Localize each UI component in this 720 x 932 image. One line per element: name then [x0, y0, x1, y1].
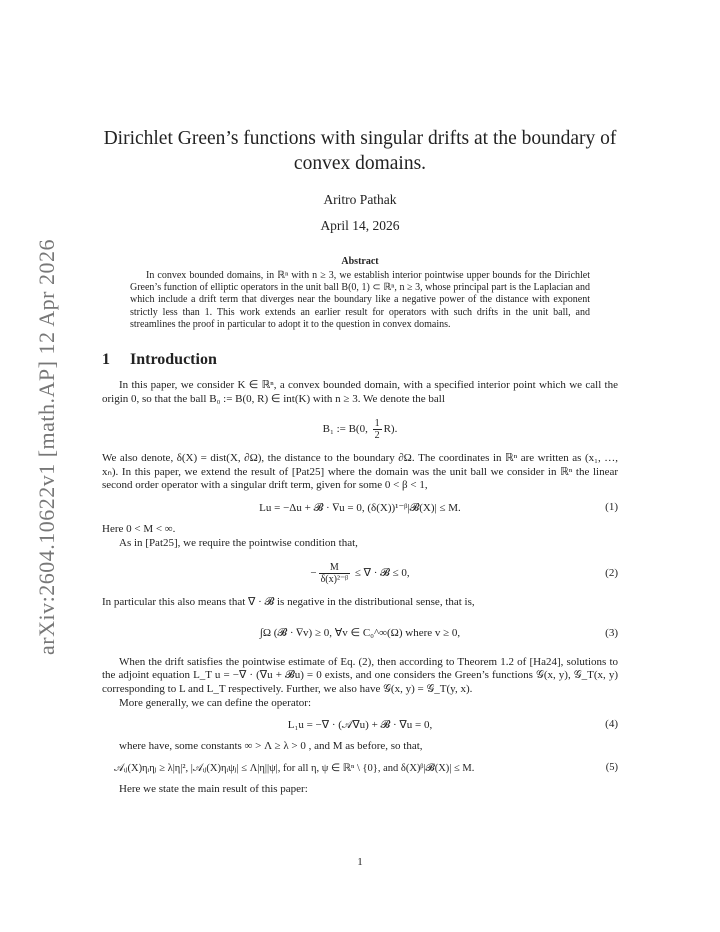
eq-b1-fraction: [373, 418, 382, 441]
equation-2-post: ≤ ∇ · 𝓑 ≤ 0,: [352, 567, 410, 580]
equation-2-pre: −: [310, 567, 317, 580]
eq-b1-numerator: 1: [374, 418, 380, 430]
intro-paragraph-4: As in [Pat25], we require the pointwise condition that,: [119, 536, 358, 549]
paper-title: Dirichlet Green’s functions with singular drifts at the boundary of convex domains.: [103, 128, 617, 174]
section-title: Introduction: [130, 351, 217, 369]
intro-paragraph-8: where have, some constants ∞ > Λ ≥ λ > 0 , and M as before, so that,: [119, 740, 423, 753]
page-number: 1: [357, 856, 363, 868]
equation-3-number: (3): [605, 626, 618, 639]
equation-4: [102, 718, 618, 732]
eq-b1-lhs: B₁ := B(0,: [322, 423, 371, 436]
intro-paragraph-2: We also denote, δ(X) = dist(X, ∂Ω), the distance to the boundary ∂Ω. The coordinates in ℝⁿ are written as (x₁, …, xₙ). In this paper, we extend the result of [Pat25] where the domain was the unit ball we consider in ℝⁿ the linear second order operator with a singular drift term, given for some 0 < β < 1,: [102, 452, 618, 492]
intro-paragraph-7: More generally, we can define the operator:: [119, 696, 312, 709]
section-number: 1: [102, 351, 110, 369]
eq-b1-rhs: R).: [383, 423, 398, 436]
equation-2-numerator: M: [319, 562, 350, 574]
intro-paragraph-5: In particular this also means that ∇ · 𝓑 is negative in the distributional sense, that is,: [102, 596, 475, 609]
equation-4-body: L₁u = −∇ · (𝒜∇u) + 𝓑 · ∇u = 0,: [287, 719, 433, 732]
equation-b1: [102, 414, 618, 444]
equation-1: [102, 501, 618, 515]
equation-4-number: (4): [605, 718, 618, 731]
equation-5-number: (5): [605, 761, 618, 773]
paper-content: [102, 126, 618, 796]
equation-2: [102, 558, 618, 588]
abstract-text: In convex bounded domains, in ℝⁿ with n ≥ 3, we establish interior pointwise upper bounds for the Dirichlet Green’s function of elliptic operators in the unit ball B(0, 1) ⊂ ℝⁿ, n ≥ 3, whose principal part is the Laplacian and which include a drift term that diverges near the boundary like a negative power of the distance with exponent strictly less than 1. This work extends an earlier result for operators with such drifts in the unit ball, and streamlines the proof in particular to adopt it to the question in convex domains.: [130, 270, 590, 330]
intro-paragraph-3: Here 0 < M < ∞.: [102, 522, 176, 535]
abstract-heading: Abstract: [341, 256, 379, 267]
equation-2-number: (2): [605, 567, 618, 580]
equation-5-body: 𝒜ᵢⱼ(X)ηᵢηⱼ ≥ λ|η|², |𝒜ᵢⱼ(X)ηᵢψⱼ| ≤ Λ|η||ψ|, for all η, ψ ∈ ℝⁿ \ {0}, and δ(X)ᵝ|𝓑(X)| ≤ M.: [114, 762, 475, 774]
equation-3: [102, 618, 618, 648]
equation-5: [102, 762, 618, 775]
equation-1-body: Lu = −Δu + 𝓑 · ∇u = 0, (δ(X))¹⁻ᵝ|𝓑(X)| ≤ M.: [259, 501, 461, 514]
paper-date: April 14, 2026: [320, 218, 400, 233]
intro-paragraph-9: Here we state the main result of this paper:: [119, 782, 308, 795]
equation-2-denominator: δ(x)²⁻ᵝ: [320, 574, 349, 586]
eq-b1-denominator: 2: [374, 430, 380, 442]
intro-paragraph-1: In this paper, we consider K ∈ ℝⁿ, a convex bounded domain, with a specified interior point which we call the origin 0, so that the ball B₀ := B(0, R) ∈ int(K) with n ≥ 3. We denote the ball: [102, 379, 618, 405]
equation-3-body: ∫Ω (𝓑 · ∇v) ≥ 0, ∀v ∈ C₀^∞(Ω) where v ≥ 0,: [259, 626, 461, 639]
arxiv-identifier-text[interactable]: arXiv:2604.10622v1 [math.AP] 12 Apr 2026: [34, 239, 59, 655]
author-name: Aritro Pathak: [323, 192, 397, 207]
section-heading: [102, 351, 618, 369]
equation-1-number: (1): [605, 500, 618, 513]
intro-paragraph-6: When the drift satisfies the pointwise estimate of Eq. (2), then according to Theorem 1.2 of [Ha24], solutions to the adjoint equation L_T u = −∇ · (∇u + 𝓑u) = 0 exists, and one considers the Green’s functions 𝒢(x, y), 𝒢_T(x, y) corresponding to L and L_T respectively. Further, we also have 𝒢(x, y) = 𝒢_T(y, x).: [102, 655, 618, 695]
equation-2-fraction: [319, 562, 350, 585]
